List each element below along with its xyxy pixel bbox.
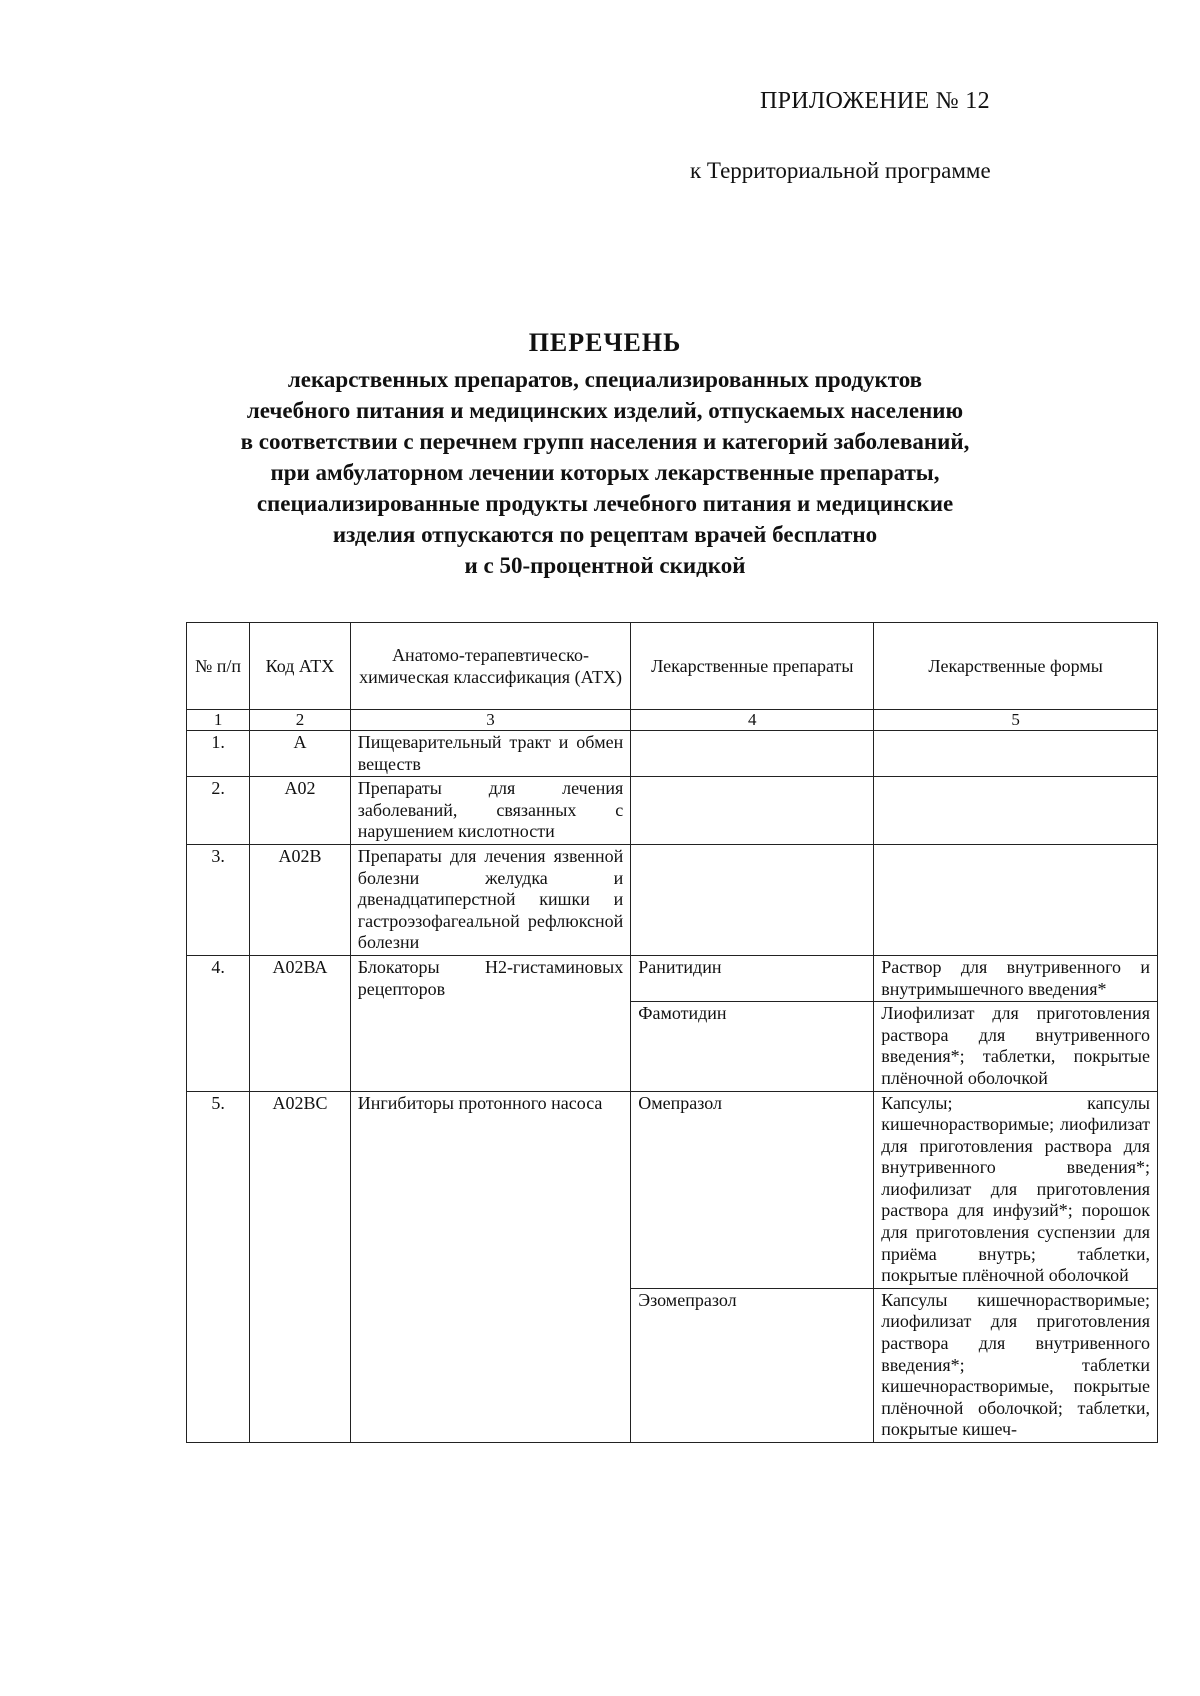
dosage-forms: Капсулы кишечнорастворимые; лиофилизат для приготовления раствора для внутривенного введения*; таблетки кишечнорастворимые, покрытые плёночной оболочкой; таблетки, покрытые кишеч- — [874, 1288, 1158, 1442]
atc-classification: Препараты для лечения заболеваний, связанных с нарушением кислотности — [350, 777, 630, 845]
table-row — [187, 1288, 1158, 1442]
atc-classification: Препараты для лечения язвенной болезни желудка и двенадцатиперстной кишки и гастроэзофагеальной рефлюксной болезни — [350, 844, 630, 955]
table-row — [187, 844, 1158, 955]
header-drugs: Лекарственные препараты — [631, 623, 874, 710]
subtitle-line: при амбулаторном лечении которых лекарственные препараты, — [270, 460, 940, 485]
subtitle-line: специализированные продукты лечебного питания и медицинские — [256, 491, 954, 516]
subtitle-line: лекарственных препаратов, специализированных продуктов — [287, 367, 923, 392]
row-number — [187, 1288, 250, 1442]
row-number: 5. — [187, 1091, 250, 1288]
drug-name — [631, 777, 874, 845]
column-number: 3 — [350, 710, 630, 731]
atc-classification: Пищеварительный тракт и обмен веществ — [350, 731, 630, 777]
row-number: 1. — [187, 731, 250, 777]
row-number: 4. — [187, 955, 250, 1001]
dosage-forms: Раствор для внутривенного и внутримышечного введения* — [874, 955, 1158, 1001]
atc-code: А — [250, 731, 351, 777]
drug-name: Омепразол — [631, 1091, 874, 1288]
column-number: 5 — [874, 710, 1158, 731]
atc-code: А02ВС — [250, 1091, 351, 1288]
table-row — [187, 731, 1158, 777]
drug-name: Ранитидин — [631, 955, 874, 1001]
table-header-row — [187, 623, 1158, 710]
appendix-reference: к Территориальной программе — [690, 158, 991, 183]
subtitle-line: в соответствии с перечнем групп населения и категорий заболеваний, — [240, 429, 970, 454]
atc-code — [250, 1288, 351, 1442]
column-number-row — [187, 710, 1158, 731]
appendix-number: ПРИЛОЖЕНИЕ № 12 — [760, 88, 990, 114]
column-number: 2 — [250, 710, 351, 731]
atc-code: А02ВА — [250, 955, 351, 1001]
drug-name — [631, 844, 874, 955]
drug-list-table — [186, 622, 1158, 1443]
atc-classification — [350, 1002, 630, 1091]
table-row — [187, 1091, 1158, 1288]
table-row — [187, 1002, 1158, 1091]
document-subtitle — [170, 364, 1040, 581]
dosage-forms — [874, 731, 1158, 777]
dosage-forms: Лиофилизат для приготовления раствора для внутривенного введения*; таблетки, покрытые плёночной оболочкой — [874, 1002, 1158, 1091]
subtitle-line: и с 50-процентной скидкой — [464, 553, 746, 578]
drug-name: Эзомепразол — [631, 1288, 874, 1442]
subtitle-line: лечебного питания и медицинских изделий, отпускаемых населению — [246, 398, 964, 423]
dosage-forms: Капсулы; капсулы кишечнорастворимые; лиофилизат для приготовления раствора для внутривенного введения*; лиофилизат для приготовления раствора для инфузий*; порошок для приготовления суспензии для приёма внутрь; таблетки, покрытые плёночной оболочкой — [874, 1091, 1158, 1288]
dosage-forms — [874, 777, 1158, 845]
column-number: 1 — [187, 710, 250, 731]
header-number: № п/п — [187, 623, 250, 710]
header-dosage-forms: Лекарственные формы — [874, 623, 1158, 710]
column-number: 4 — [631, 710, 874, 731]
table-row — [187, 777, 1158, 845]
atc-classification — [350, 1288, 630, 1442]
atc-code: А02 — [250, 777, 351, 845]
dosage-forms — [874, 844, 1158, 955]
document-title: ПЕРЕЧЕНЬ — [528, 328, 682, 357]
table-row — [187, 955, 1158, 1001]
atc-classification: Блокаторы Н2-гистаминовых рецепторов — [350, 955, 630, 1001]
atc-code — [250, 1002, 351, 1091]
drug-name: Фамотидин — [631, 1002, 874, 1091]
subtitle-line: изделия отпускаются по рецептам врачей бесплатно — [332, 522, 878, 547]
row-number: 2. — [187, 777, 250, 845]
atc-code: А02В — [250, 844, 351, 955]
row-number: 3. — [187, 844, 250, 955]
drug-name — [631, 731, 874, 777]
atc-classification: Ингибиторы протонного насоса — [350, 1091, 630, 1288]
row-number — [187, 1002, 250, 1091]
document-title-block — [170, 328, 1040, 581]
header-atc-classification: Анатомо-терапевтическо-химическая классификация (АТХ) — [350, 623, 630, 710]
header-atc-code: Код АТХ — [250, 623, 351, 710]
